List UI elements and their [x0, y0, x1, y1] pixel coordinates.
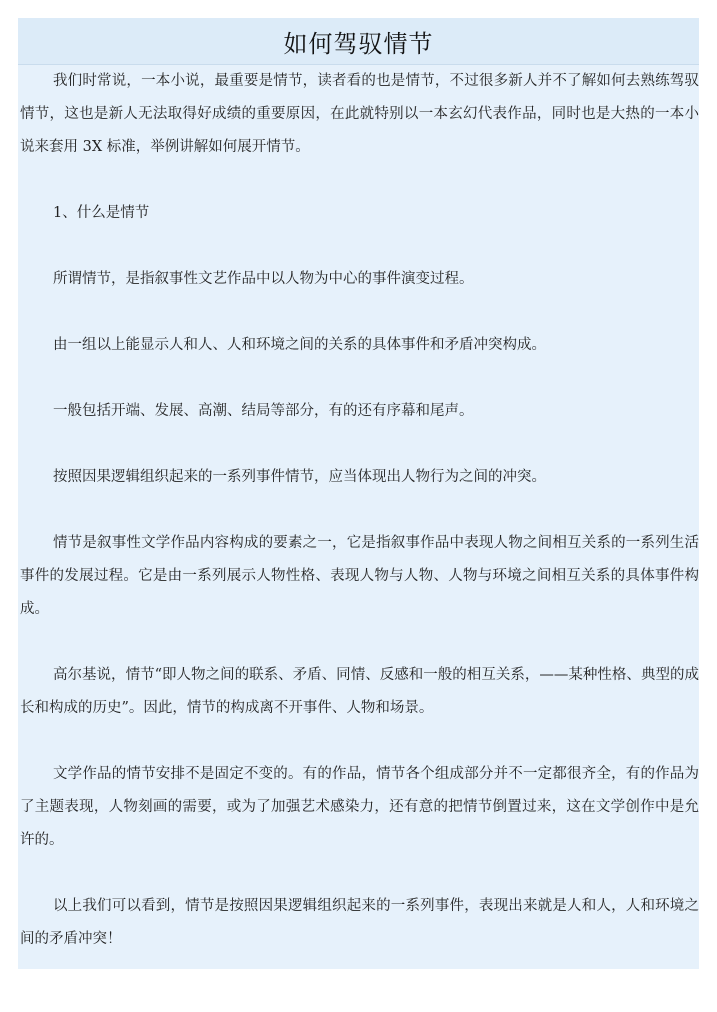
paragraph-gap	[20, 164, 699, 197]
paragraph-gorky-quote: 高尔基说，情节“即人物之间的联系、矛盾、同情、反感和一般的相互关系，——某种性格、典型的成长和构成的历史”。因此，情节的构成离不开事件、人物和场景。	[20, 667, 699, 716]
paragraph-element: 情节是叙事性文学作品内容构成的要素之一，它是指叙事作品中表现人物之间相互关系的一系列生活事件的发展过程。它是由一系列展示人物性格、表现人物与人物、人物与环境之间相互关系的具体事件构成。	[20, 535, 699, 617]
section-heading: 1、什么是情节	[53, 205, 150, 221]
document-page	[18, 18, 699, 969]
paragraph-gap	[20, 494, 699, 527]
paragraph-gap	[20, 857, 699, 890]
document-body	[18, 65, 699, 956]
paragraph-intro: 我们时常说，一本小说，最重要是情节，读者看的也是情节，不过很多新人并不了解如何去熟练驾驭情节，这也是新人无法取得好成绩的重要原因，在此就特别以一本玄幻代表作品，同时也是大热的一本小说来套用 3X 标准，举例讲解如何展开情节。	[20, 73, 699, 155]
title-bar	[18, 18, 699, 65]
paragraph-parts: 一般包括开端、发展、高潮、结局等部分，有的还有序幕和尾声。	[53, 403, 474, 419]
paragraph-composition: 由一组以上能显示人和人、人和环境之间的关系的具体事件和矛盾冲突构成。	[53, 337, 546, 353]
paragraph-gap	[20, 428, 699, 461]
paragraph-gap	[20, 296, 699, 329]
paragraph-definition: 所谓情节，是指叙事性文艺作品中以人物为中心的事件演变过程。	[53, 271, 474, 287]
paragraph-causality: 按照因果逻辑组织起来的一系列事件情节，应当体现出人物行为之间的冲突。	[53, 469, 546, 485]
paragraph-conclusion: 以上我们可以看到，情节是按照因果逻辑组织起来的一系列事件，表现出来就是人和人，人和环境之间的矛盾冲突！	[20, 898, 699, 947]
paragraph-gap	[20, 230, 699, 263]
paragraph-gap	[20, 626, 699, 659]
paragraph-arrangement: 文学作品的情节安排不是固定不变的。有的作品，情节各个组成部分并不一定都很齐全，有的作品为了主题表现，人物刻画的需要，或为了加强艺术感染力，还有意的把情节倒置过来，这在文学创作中是允许的。	[20, 766, 699, 848]
document-title: 如何驾驭情节	[283, 29, 434, 58]
paragraph-gap	[20, 725, 699, 758]
paragraph-gap	[20, 362, 699, 395]
